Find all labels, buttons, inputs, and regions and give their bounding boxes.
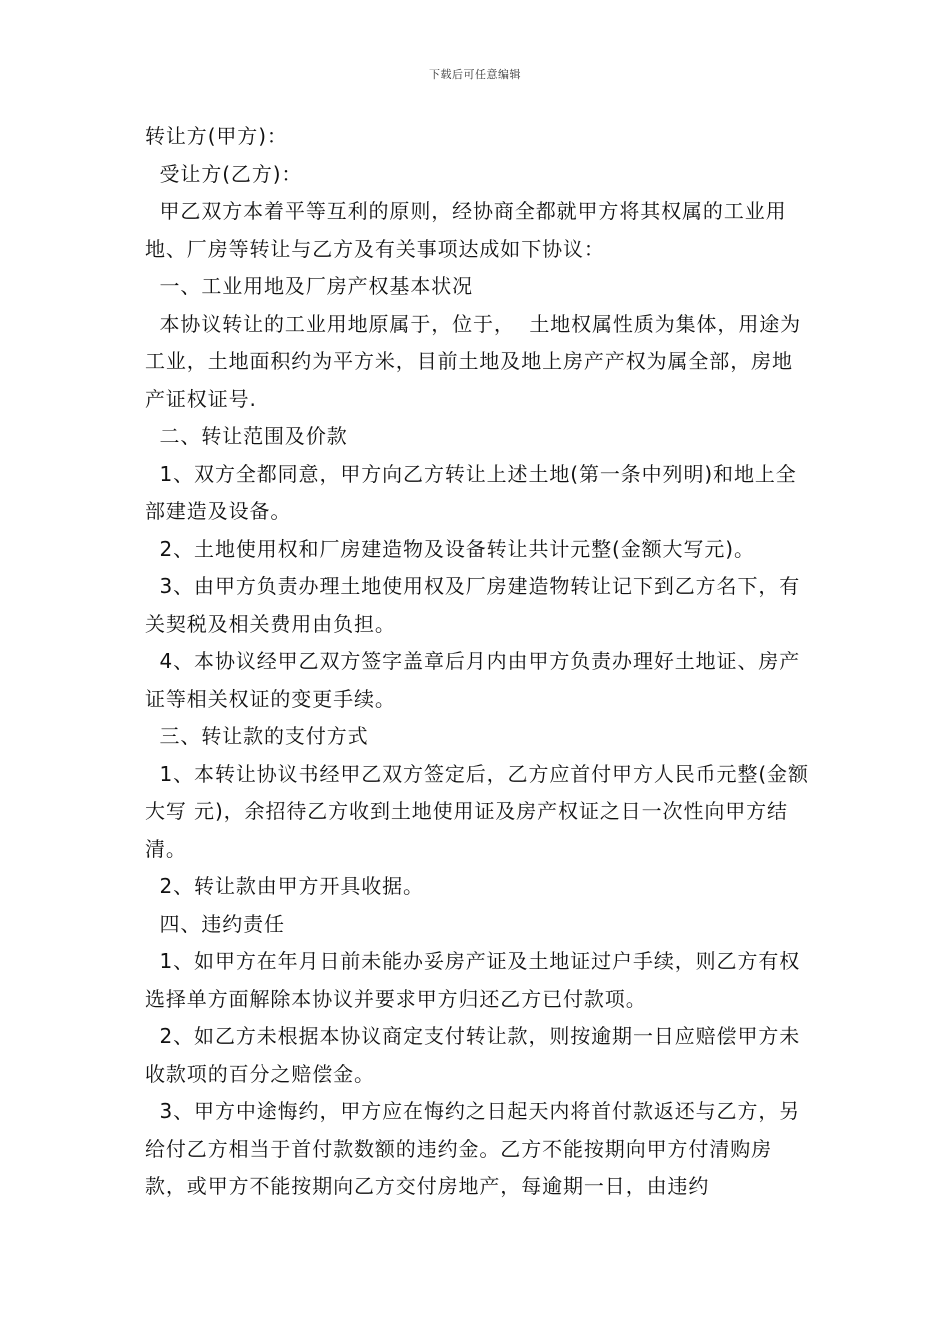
section-heading-3: 三、转让款的支付方式 xyxy=(145,724,369,748)
section-4-clause-1: 1、如甲方在年月日前未能办妥房产证及土地证过户手续，则乙方有权选择单方面解除本协议并要求甲方归还乙方已付款项。 xyxy=(145,949,801,1011)
section-2-clause-1: 1、双方全都同意，甲方向乙方转让上述土地(第一条中列明)和地上全部建造及设备。 xyxy=(145,461,797,523)
preamble-paragraph: 甲乙双方本着平等互利的原则，经协商全都就甲方将其权属的工业用地、厂房等转让与乙方及有关事项达成如下协议： xyxy=(145,199,787,261)
section-heading-1: 一、工业用地及厂房产权基本状况 xyxy=(145,274,474,298)
transferee-line: 受让方(乙方)： xyxy=(145,161,303,186)
section-3-clause-2: 2、转让款由甲方开具收据。 xyxy=(145,874,424,898)
section-heading-4: 四、违约责任 xyxy=(145,911,285,936)
section-2-clause-2: 2、土地使用权和厂房建造物及设备转让共计元整(金额大写元)。 xyxy=(145,536,755,561)
section-1-paragraph: 本协议转让的工业用地原属于，位于， 土地权属性质为集体，用途为工业，土地面积约为平方米，目前土地及地上房产产权为属全部，房地产证权证号. xyxy=(145,311,802,411)
section-heading-2: 二、转让范围及价款 xyxy=(145,424,348,448)
page-header-note: 下载后可任意编辑 xyxy=(429,68,521,81)
transferor-line: 转让方(甲方)： xyxy=(145,124,288,148)
section-4-clause-2: 2、如乙方未根据本协议商定支付转让款，则按逾期一日应赔偿甲方未收款项的百分之赔偿金。 xyxy=(145,1024,801,1086)
section-3-clause-1: 1、本转让协议书经甲乙双方签定后，乙方应首付甲方人民币元整(金额大写 元)，余招待乙方收到土地使用证及房产权证之日一次性向甲方结清。 xyxy=(145,761,809,861)
document-body xyxy=(145,118,810,1206)
section-2-clause-3: 3、由甲方负责办理土地使用权及厂房建造物转让记下到乙方名下，有关契税及相关费用由负担。 xyxy=(145,574,801,636)
section-4-clause-3: 3、甲方中途悔约，甲方应在悔约之日起天内将首付款返还与乙方，另给付乙方相当于首付款数额的违约金。乙方不能按期向甲方付清购房款，或甲方不能按期向乙方交付房地产，每逾期一日，由违约 xyxy=(145,1099,801,1198)
section-2-clause-4: 4、本协议经甲乙双方签字盖章后月内由甲方负责办理好土地证、房产证等相关权证的变更手续。 xyxy=(145,649,801,711)
